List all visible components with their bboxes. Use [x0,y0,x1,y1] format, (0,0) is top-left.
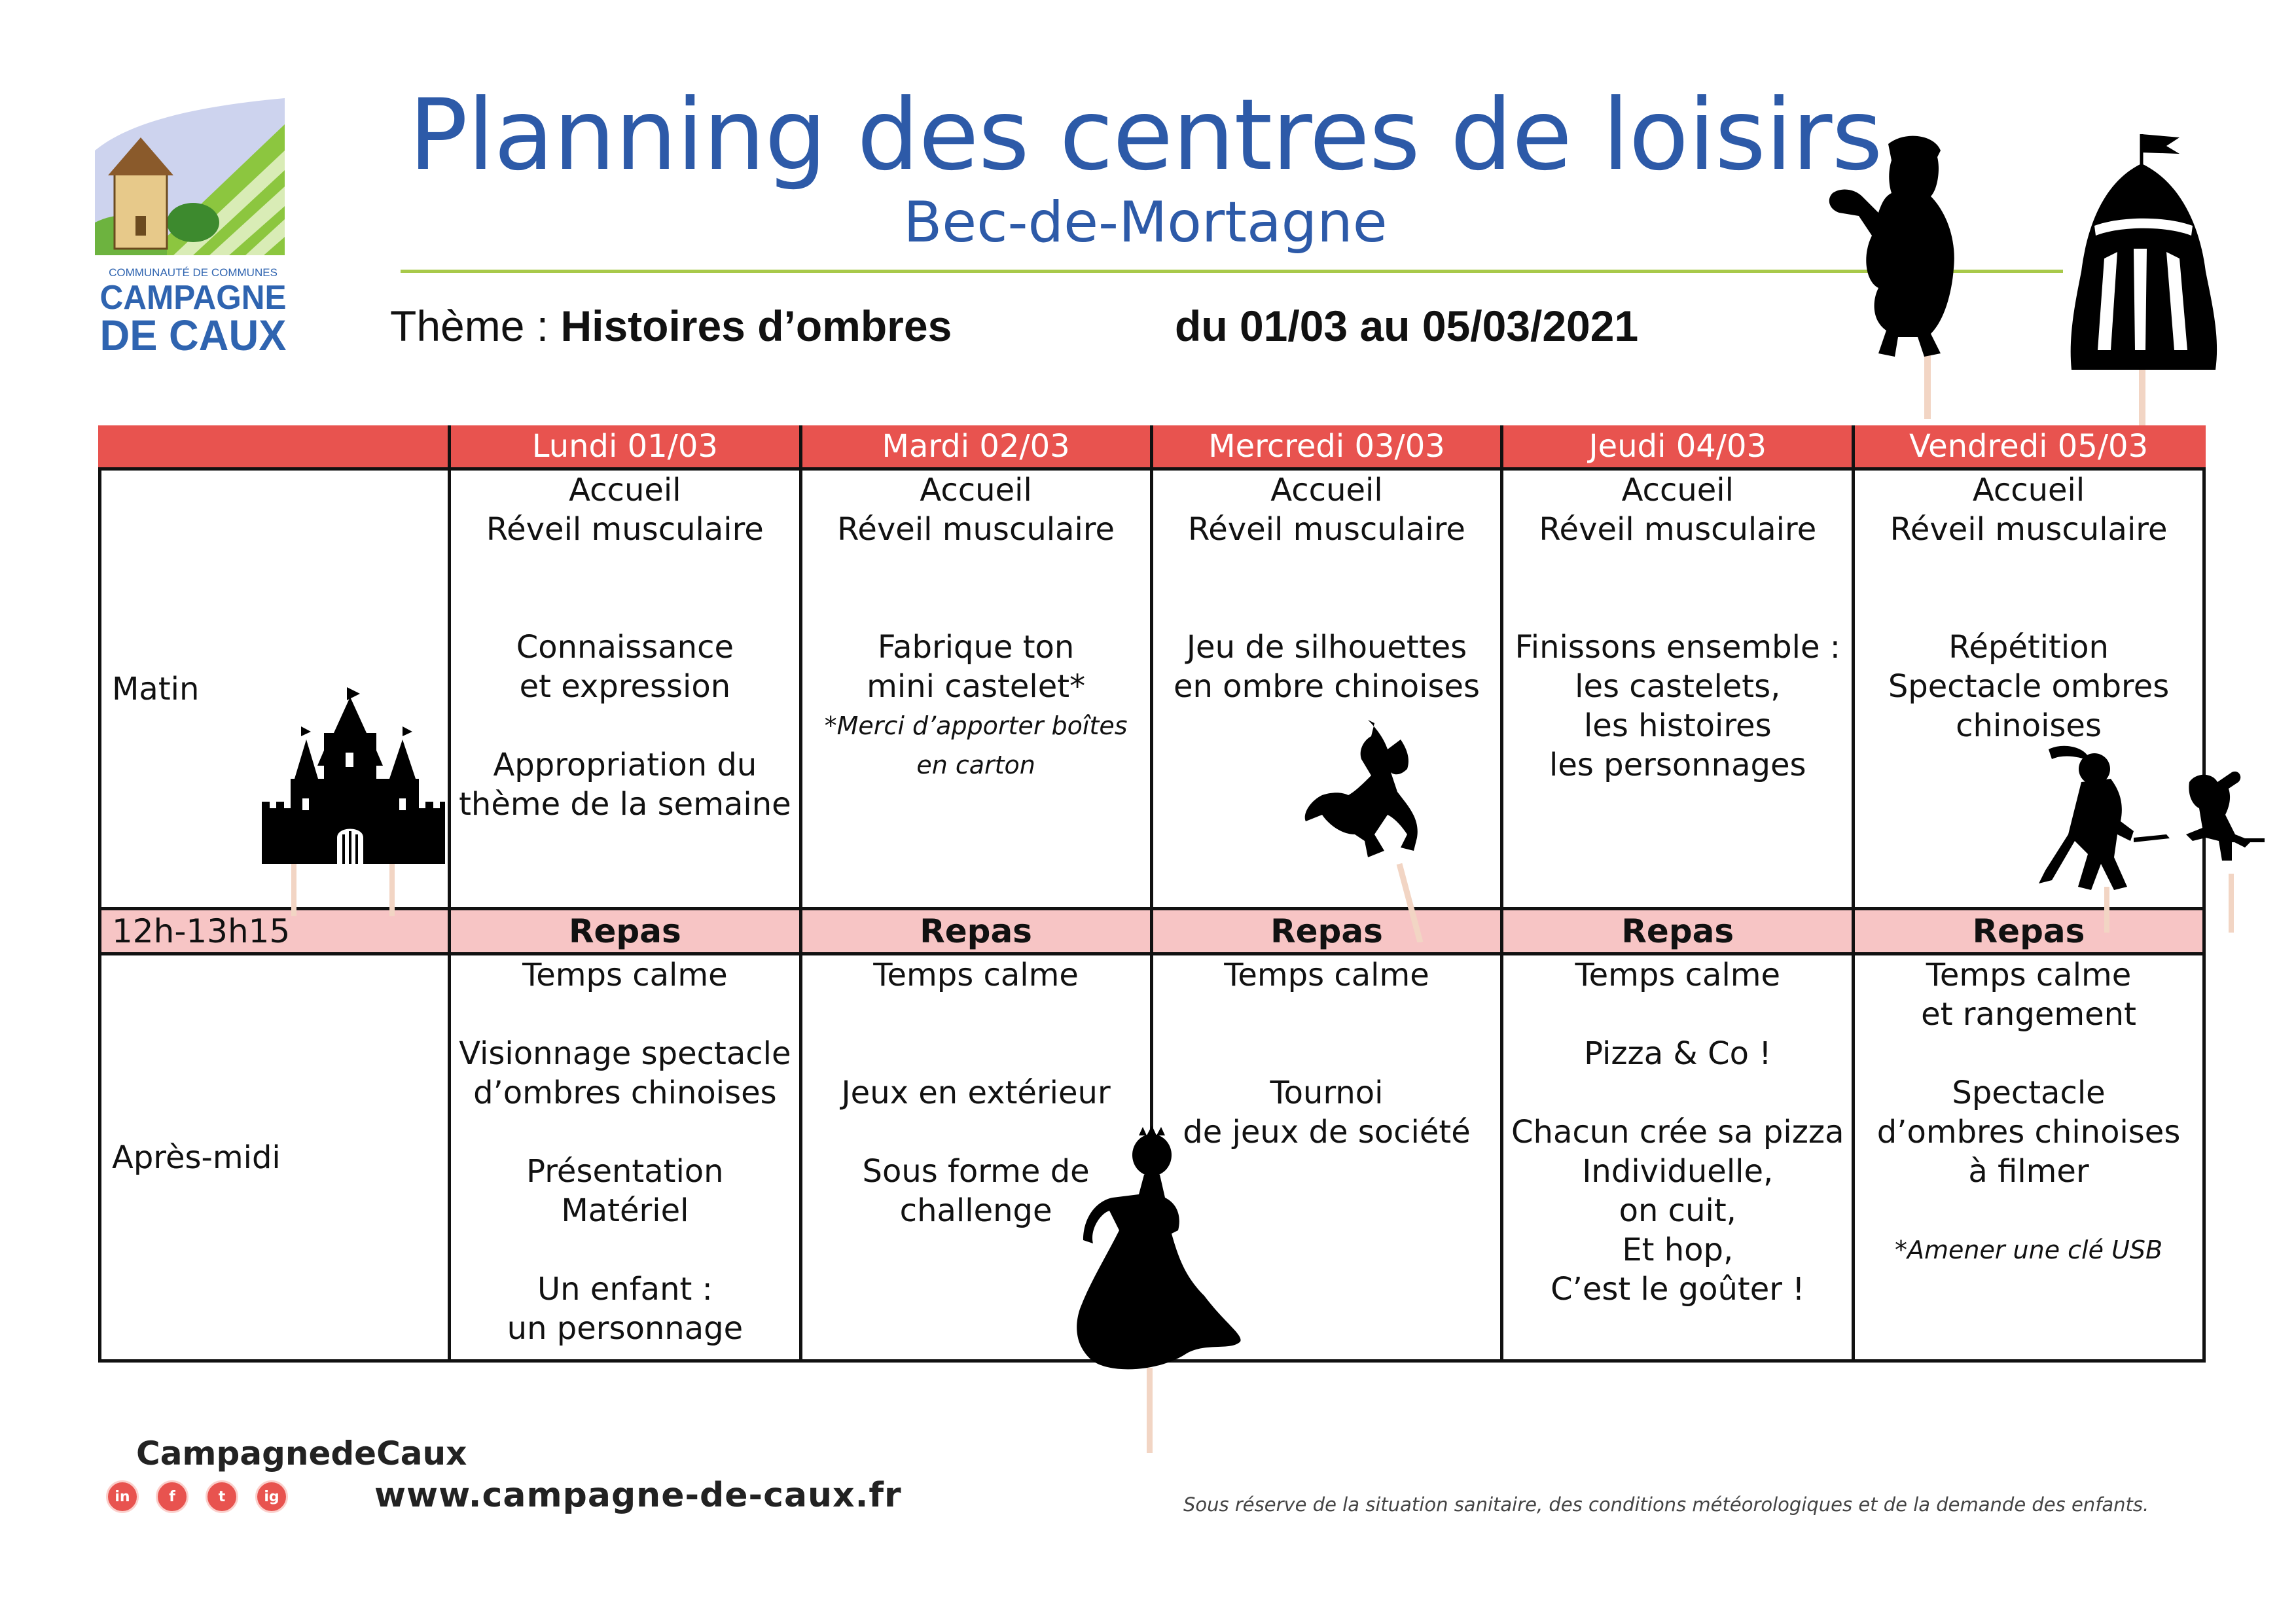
twitter-icon[interactable]: t [206,1480,238,1513]
cell-line: les personnages [1549,747,1806,783]
theme-label: Thème : [390,302,561,350]
morning-label: Matin [100,469,450,909]
linkedin-icon[interactable]: in [106,1480,139,1513]
cell-line: Fabrique ton [877,629,1075,666]
cell-line: et expression [519,668,731,705]
theme-value: Histoires d’ombres [560,302,952,350]
knight-silhouette-icon [2036,743,2278,933]
lunch-cell-wednesday: Repas [1151,909,1502,954]
social-links [106,1480,288,1513]
cell-line: Pizza & Co ! [1584,1035,1772,1072]
cell-line: Finissons ensemble : [1515,629,1840,666]
cell-line: d’ombres chinoises [473,1075,777,1111]
cell-line: Répétition [1948,629,2109,666]
cell-line: les histoires [1583,707,1772,744]
lunch-time-label: 12h-13h15 [100,909,450,954]
afternoon-cell-friday [1854,954,2204,1361]
morning-cell-monday [450,469,801,909]
cell-line: Présentation [526,1153,724,1190]
servant-silhouette-icon [1826,131,1983,419]
tent-silhouette-icon [2068,128,2245,429]
cell-line: Temps calme [1224,957,1429,993]
cell-line: challenge [899,1192,1052,1229]
table-header-row [100,425,2204,469]
cell-line: les castelets, [1575,668,1781,705]
cell-line: Accueil [1972,472,2085,508]
morning-cell-tuesday [800,469,1151,909]
cell-line: un personnage [507,1310,744,1347]
cell-line: Un enfant : [537,1271,713,1308]
footer-disclaimer: Sous réserve de la situation sanitaire, des conditions météorologiques et de la demande des enfants. [1183,1493,2149,1516]
header-divider [401,270,2063,273]
cell-line: Chacun crée sa pizza [1511,1114,1844,1150]
facebook-icon[interactable]: f [156,1480,188,1513]
cell-line: Visionnage spectacle [459,1035,791,1072]
logo-line-1: CAMPAGNE [99,279,287,317]
day-header-wednesday: Mercredi 03/03 [1151,425,1502,469]
cell-line: de jeux de société [1183,1114,1471,1150]
instagram-icon[interactable]: ig [255,1480,288,1513]
lunch-cell-friday: Repas [1854,909,2204,954]
theme-line [390,301,952,351]
page-title: Planning des centres de loisirs [408,79,1882,192]
cell-line: Réveil musculaire [486,511,764,548]
cell-line: Réveil musculaire [1188,511,1465,548]
cell-line: Temps calme [1926,957,2132,993]
cell-line: Connaissance [516,629,734,666]
cell-line: Spectacle [1952,1075,2106,1111]
day-header-friday: Vendredi 05/03 [1854,425,2204,469]
cell-line: Accueil [1270,472,1383,508]
cell-line: Et hop, [1622,1232,1734,1268]
cell-line: Temps calme [1575,957,1781,993]
cell-line: en ombre chinoises [1173,668,1480,705]
page-subtitle: Bec-de-Mortagne [903,190,1388,255]
afternoon-cell-thursday [1502,954,1854,1361]
cell-line: Temps calme [522,957,728,993]
cell-line: Appropriation du [493,747,757,783]
logo-small-text: COMMUNAUTÉ DE COMMUNES [109,266,278,279]
cell-line: Jeu de silhouettes [1186,629,1467,666]
cell-line: on cuit, [1619,1192,1736,1229]
horse-silhouette-icon [1302,720,1446,942]
cell-line: Accueil [569,472,681,508]
princess-silhouette-icon [1073,1126,1270,1453]
afternoon-label: Après-midi [100,954,450,1361]
date-range: du 01/03 au 05/03/2021 [1175,302,1639,350]
cell-line: Sous forme de [862,1153,1090,1190]
cell-line: Jeux en extérieur [841,1075,1111,1111]
cell-note: *Merci d’apporter boîtes [824,711,1128,740]
campagne-de-caux-logo [95,98,291,353]
cell-line: Tournoi [1270,1075,1384,1111]
header-empty-cell [100,425,450,469]
cell-line: Individuelle, [1582,1153,1774,1190]
footer-brand: CampagnedeCaux [136,1435,467,1472]
lunch-cell-tuesday: Repas [800,909,1151,954]
day-header-monday: Lundi 01/03 [450,425,801,469]
cell-line: thème de la semaine [459,786,791,823]
cell-line: Temps calme [873,957,1079,993]
cell-note: *Amener une clé USB [1894,1236,2163,1264]
cell-line: Réveil musculaire [1890,511,2168,548]
castle-silhouette-icon [262,681,445,916]
website-link[interactable]: www.campagne-de-caux.fr [374,1476,902,1515]
lunch-cell-thursday: Repas [1502,909,1854,954]
cell-line: et rangement [1921,996,2136,1033]
cell-line: Spectacle ombres [1888,668,2170,705]
cell-line: Accueil [920,472,1032,508]
day-header-thursday: Jeudi 04/03 [1502,425,1854,469]
cell-line: mini castelet* [867,668,1086,705]
morning-cell-thursday [1502,469,1854,909]
cell-line: chinoises [1956,707,2102,744]
logo-line-2: DE CAUX [99,311,287,353]
afternoon-cell-monday [450,954,801,1361]
cell-line: Accueil [1621,472,1734,508]
cell-line: d’ombres chinoises [1876,1114,2181,1150]
lunch-cell-monday: Repas [450,909,801,954]
cell-line: C’est le goûter ! [1551,1271,1805,1308]
day-header-tuesday: Mardi 02/03 [800,425,1151,469]
cell-line: Réveil musculaire [1539,511,1817,548]
cell-line: Réveil musculaire [837,511,1115,548]
cell-line: à filmer [1968,1153,2089,1190]
cell-line: Matériel [561,1192,689,1229]
cell-note: en carton [916,751,1035,779]
